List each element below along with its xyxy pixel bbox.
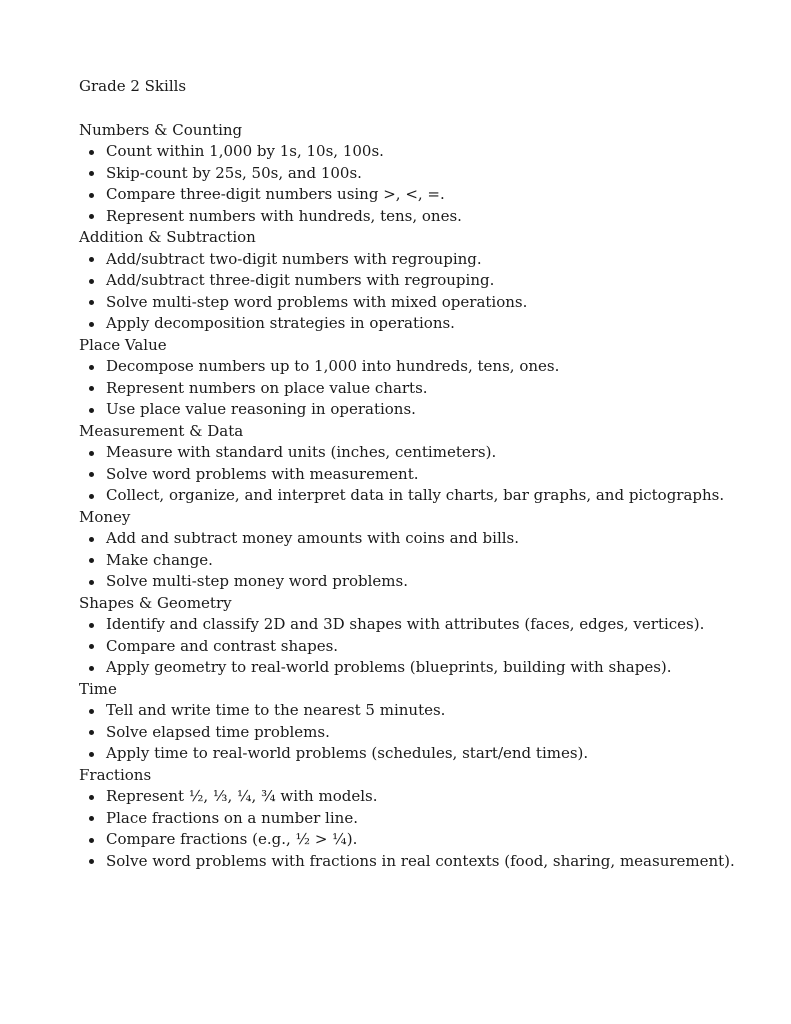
- list-item: Compare fractions (e.g., ½ > ¼).: [106, 829, 759, 851]
- list-item: Apply decomposition strategies in operations.: [106, 313, 759, 335]
- document-page: [79, 76, 759, 872]
- list-item: Count within 1,000 by 1s, 10s, 100s.: [106, 141, 759, 163]
- list-item: Represent numbers on place value charts.: [106, 378, 759, 400]
- list-item: Compare three-digit numbers using >, <, =.: [106, 184, 759, 206]
- section-heading: Shapes & Geometry: [79, 593, 232, 612]
- section-heading: Measurement & Data: [79, 421, 244, 440]
- section-heading: Place Value: [79, 335, 167, 354]
- section-fractions: [79, 765, 759, 873]
- list-item: Solve elapsed time problems.: [106, 722, 759, 744]
- list-item: Represent numbers with hundreds, tens, ones.: [106, 206, 759, 228]
- list-item: Solve word problems with measurement.: [106, 464, 759, 486]
- skill-list: [79, 356, 759, 421]
- skill-list: [79, 442, 759, 507]
- section-place-value: [79, 335, 759, 421]
- section-heading: Time: [79, 679, 117, 698]
- list-item: Decompose numbers up to 1,000 into hundreds, tens, ones.: [106, 356, 759, 378]
- list-item: Solve multi-step word problems with mixed operations.: [106, 292, 759, 314]
- section-heading: Addition & Subtraction: [79, 228, 256, 246]
- skill-list: [79, 614, 759, 679]
- list-item: Identify and classify 2D and 3D shapes with attributes (faces, edges, vertices).: [106, 614, 759, 636]
- list-item: Represent ½, ⅓, ¼, ¾ with models.: [106, 786, 759, 808]
- section-heading: Numbers & Counting: [79, 120, 243, 139]
- list-item: Skip-count by 25s, 50s, and 100s.: [106, 163, 759, 185]
- skill-list: [79, 141, 759, 227]
- section-shapes-geometry: [79, 593, 759, 679]
- list-item: Apply time to real-world problems (schedules, start/end times).: [106, 743, 759, 765]
- document-title: Grade 2 Skills: [79, 77, 187, 95]
- skill-list: [79, 528, 759, 593]
- list-item: Add and subtract money amounts with coins and bills.: [106, 528, 759, 550]
- list-item: Solve word problems with fractions in real contexts (food, sharing, measurement).: [106, 851, 759, 873]
- list-item: Add/subtract two-digit numbers with regrouping.: [106, 249, 759, 271]
- skill-list: [79, 786, 759, 872]
- skill-list: [79, 700, 759, 765]
- list-item: Add/subtract three-digit numbers with regrouping.: [106, 270, 759, 292]
- section-time: [79, 679, 759, 765]
- section-heading: Fractions: [79, 765, 152, 784]
- list-item: Apply geometry to real-world problems (blueprints, building with shapes).: [106, 657, 759, 679]
- list-item: Collect, organize, and interpret data in tally charts, bar graphs, and pictographs.: [106, 485, 759, 507]
- section-measurement-data: [79, 421, 759, 507]
- section-addition-subtraction: [79, 227, 759, 335]
- list-item: Use place value reasoning in operations.: [106, 399, 759, 421]
- list-item: Make change.: [106, 550, 759, 572]
- skill-list: [79, 249, 759, 335]
- section-numbers-counting: [79, 120, 759, 228]
- list-item: Measure with standard units (inches, centimeters).: [106, 442, 759, 464]
- list-item: Place fractions on a number line.: [106, 808, 759, 830]
- list-item: Compare and contrast shapes.: [106, 636, 759, 658]
- section-heading: Money: [79, 507, 131, 526]
- list-item: Tell and write time to the nearest 5 minutes.: [106, 700, 759, 722]
- section-money: [79, 507, 759, 593]
- list-item: Solve multi-step money word problems.: [106, 571, 759, 593]
